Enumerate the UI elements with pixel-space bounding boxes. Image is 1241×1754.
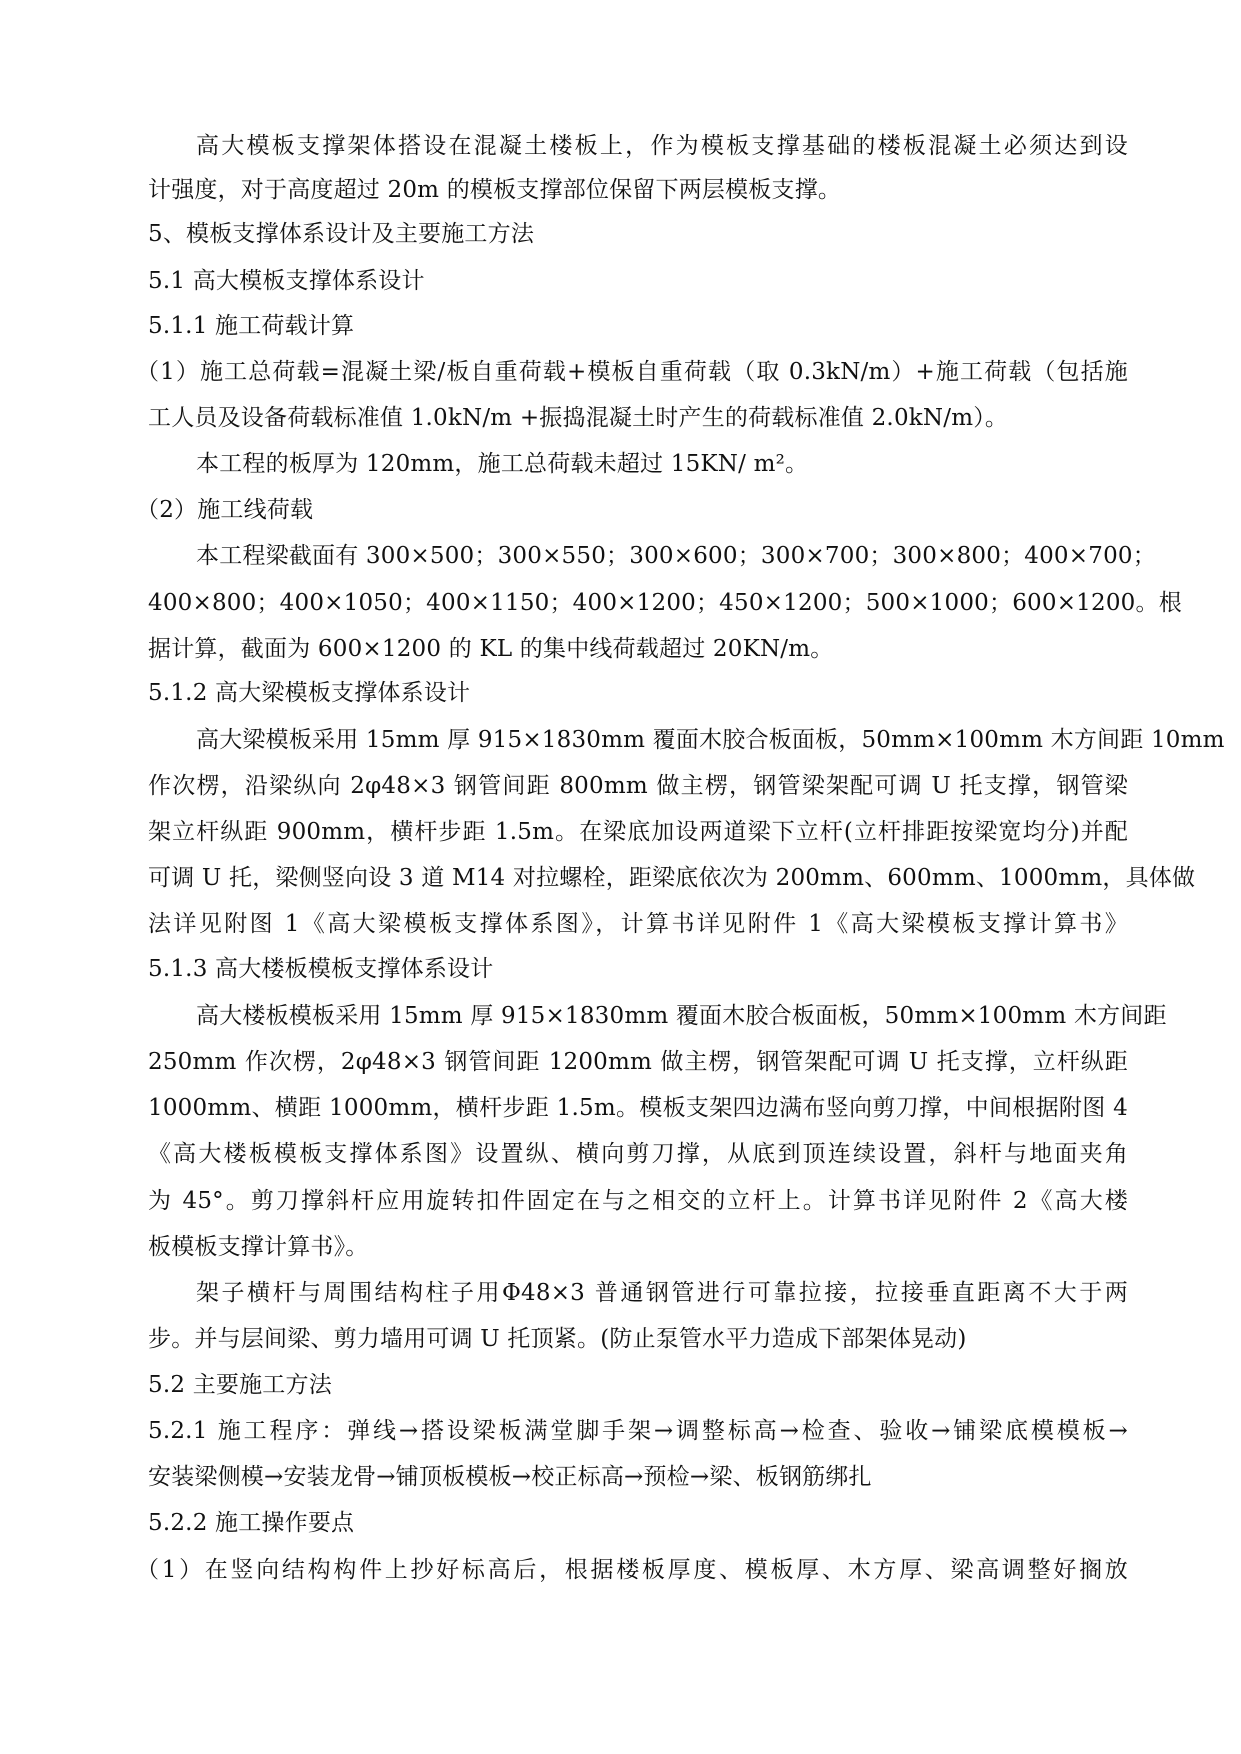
para-line: 高大模板支撑架体搭设在混凝土楼板上，作为模板支撑基础的楼板混凝土必须达到设 [196, 133, 1128, 159]
section-heading: （2）施工线荷载 [136, 497, 314, 523]
para-line: 安装梁侧模→安装龙骨→铺顶板模板→校正标高→预检→梁、板钢筋绑扎 [148, 1464, 872, 1490]
para-line: 步。并与层间梁、剪力墙用可调 U 托顶紧。(防止泵管水平力造成下部架体晃动) [148, 1326, 967, 1352]
para-line: 板模板支撑计算书》。 [148, 1234, 369, 1260]
para-line: 可调 U 托，梁侧竖向设 3 道 M14 对拉螺栓，距梁底依次为 200mm、600mm、1000mm，具体做 [148, 865, 1196, 891]
para-line: 为 45°。剪刀撑斜杆应用旋转扣件固定在与之相交的立杆上。计算书详见附件 2《高大楼 [148, 1188, 1128, 1214]
para-line: 5.2.1 施工程序：弹线→搭设梁板满堂脚手架→调整标高→检查、验收→铺梁底模模板→ [148, 1418, 1128, 1444]
para-line: 工人员及设备荷载标准值 1.0kN/m +振捣混凝土时产生的荷载标准值 2.0kN/m）。 [148, 405, 1009, 431]
para-line: 架立杆纵距 900mm，横杆步距 1.5m。在梁底加设两道梁下立杆(立杆排距按梁宽均分)并配 [148, 819, 1128, 845]
section-heading: 5.1 高大模板支撑体系设计 [148, 268, 425, 294]
para-line: 高大楼板模板采用 15mm 厚 915×1830mm 覆面木胶合板面板，50mm×100mm 木方间距 [196, 1003, 1167, 1029]
section-heading: 5.1.3 高大楼板模板支撑体系设计 [148, 956, 494, 982]
section-heading: 5、模板支撑体系设计及主要施工方法 [148, 221, 535, 247]
para-line: （1）在竖向结构构件上抄好标高后，根据楼板厚度、模板厚、木方厚、梁高调整好搁放 [136, 1557, 1128, 1583]
para-line: 高大梁模板采用 15mm 厚 915×1830mm 覆面木胶合板面板，50mm×100mm 木方间距 10mm [196, 727, 1225, 753]
para-line: 《高大楼板模板支撑体系图》设置纵、横向剪刀撑，从底到顶连续设置，斜杆与地面夹角 [148, 1141, 1128, 1167]
section-heading: 5.1.2 高大梁模板支撑体系设计 [148, 680, 471, 706]
para-line: 400×800；400×1050；400×1150；400×1200；450×1200；500×1000；600×1200。根 [148, 590, 1182, 616]
section-heading: 5.2 主要施工方法 [148, 1372, 332, 1398]
para-line: 法详见附图 1《高大梁模板支撑体系图》，计算书详见附件 1《高大梁模板支撑计算书》 [148, 911, 1128, 937]
para-line: 架子横杆与周围结构柱子用Φ48×3 普通钢管进行可靠拉接，拉接垂直距离不大于两 [196, 1280, 1128, 1306]
section-heading: 5.2.2 施工操作要点 [148, 1510, 355, 1536]
para-line: 据计算，截面为 600×1200 的 KL 的集中线荷载超过 20KN/m。 [148, 636, 834, 662]
para-line: 计强度，对于高度超过 20m 的模板支撑部位保留下两层模板支撑。 [148, 177, 842, 203]
para-line: 本工程的板厚为 120mm，施工总荷载未超过 15KN/ m²。 [196, 451, 809, 477]
para-line: 本工程梁截面有 300×500；300×550；300×600；300×700；300×800；400×700； [196, 543, 1156, 569]
para-line: 作次楞，沿梁纵向 2φ48×3 钢管间距 800mm 做主楞，钢管梁架配可调 U 托支撑，钢管梁 [148, 773, 1128, 799]
para-line: 250mm 作次楞，2φ48×3 钢管间距 1200mm 做主楞，钢管架配可调 U 托支撑，立杆纵距 [148, 1049, 1128, 1075]
para-line: （1）施工总荷载=混凝土梁/板自重荷载+模板自重荷载（取 0.3kN/m）+施工荷载（包括施 [136, 359, 1128, 385]
section-heading: 5.1.1 施工荷载计算 [148, 313, 355, 339]
para-line: 1000mm、横距 1000mm，横杆步距 1.5m。模板支架四边满布竖向剪刀撑，中间根据附图 4 [148, 1095, 1128, 1121]
